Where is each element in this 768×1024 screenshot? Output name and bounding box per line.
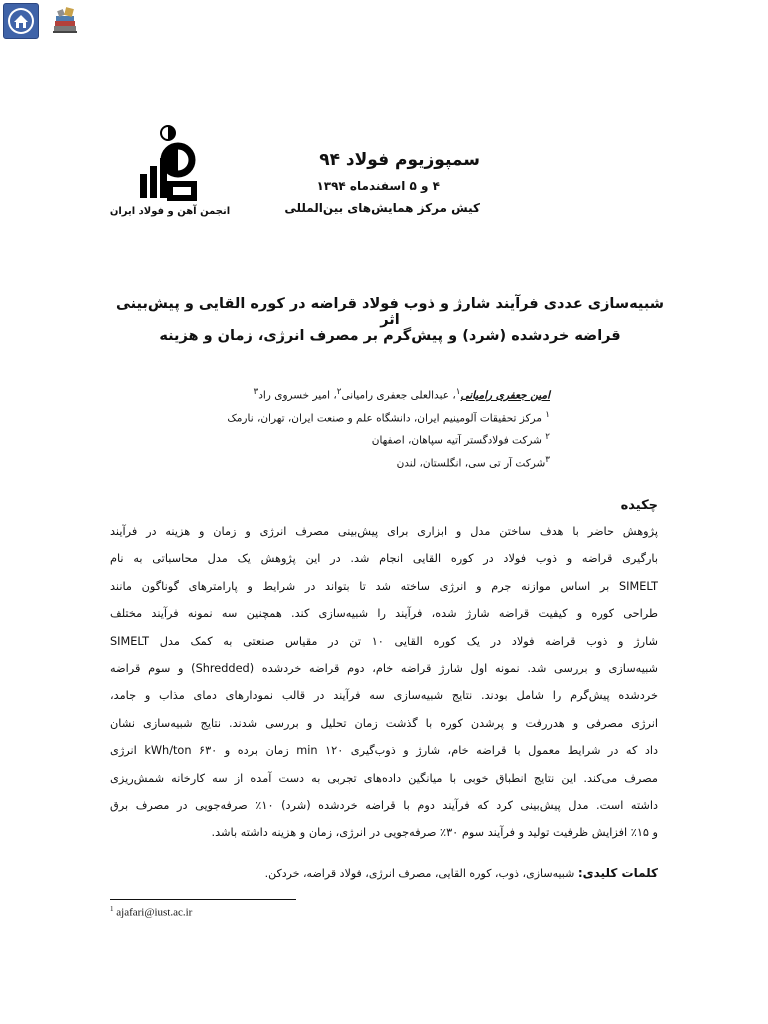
home-icon [4, 4, 38, 38]
symposium-venue: کیش مرکز همایش‌های بین‌المللی [284, 201, 480, 215]
symposium-header [270, 150, 480, 215]
affiliation-sup: ۳ [545, 454, 550, 465]
author-sup: ۳ [253, 387, 259, 397]
abstract-line: شبیه‌سازی و بررسی شد. نمونه اول شارژ قراضه خام، دوم قراضه خردشده (Shredded) و سوم قراضه [110, 662, 658, 676]
footnote-email[interactable]: ajafari@iust.ac.ir [116, 906, 193, 919]
abstract-line: پژوهش حاضر با هدف ساختن مدل و ابزاری برای پیش‌بینی مصرف انرژی و زمان و هزینه در فرآیند [110, 525, 658, 538]
abstract-line: داشته است. مدل پیش‌بینی کرد که فرآیند دوم با قراضه خردشده (شرد) ۱۰٪ صرفه‌جویی در مصرف برق [110, 799, 658, 813]
abstract-line: خردشده پیش‌گرم را شامل بودند. نتایج شبیه‌سازی سه فرآیند در قالب نمودارهای دمای مذاب و جامد، [110, 689, 658, 703]
books-button[interactable] [50, 4, 80, 36]
society-name: انجمن آهن و فولاد ایران [109, 206, 231, 217]
books-icon [50, 4, 80, 36]
footnote-marker: 1 [110, 905, 114, 913]
co-author: ، امیر خسروی راد [258, 389, 337, 402]
abstract-line: شارژ و ذوب قراضه فولاد در یک کوره القایی ۱۰ تن در مقیاس صنعتی به کمک مدل SIMELT [110, 634, 658, 648]
symposium-date: ۴ و ۵ اسفندماه ۱۳۹۴ [316, 179, 440, 193]
home-button[interactable] [3, 3, 39, 39]
lead-author: امین جعفری رامیانی [460, 389, 550, 402]
abstract-line: بارگیری قراضه و ذوب فولاد در کوره القایی انجام شد. در این پژوهش یک مدل محاسباتی به نام [110, 552, 658, 566]
author-sup: ۱ [455, 387, 461, 397]
affiliation-2 [230, 428, 550, 451]
affiliation-text: شرکت فولادگستر آتیه سپاهان، اصفهان [371, 434, 546, 447]
affiliation-text: شرکت آر تی سی، انگلستان، لندن [396, 457, 546, 469]
affiliation-text: مرکز تحقیقات آلومینیم ایران، دانشگاه علم و صنعت ایران، تهران، نارمک [227, 412, 546, 424]
abstract-body [110, 518, 658, 847]
affiliation-sup: ۱ [545, 409, 550, 420]
abstract-line: داد که در شرایط معمول با قراضه خام، شارژ و ذوب‌گیری ۱۲۰ min زمان برده و ۶۳۰ kWh/ton انرژی [110, 744, 658, 758]
keywords-text: شبیه‌سازی، ذوب، کوره القایی، مصرف انرژی، فولاد قراضه، خردکن. [264, 867, 578, 880]
abstract-heading: چکیده [620, 498, 658, 513]
abstract-line: طراحی کوره و کیفیت قراضه شارژ شده، فرآیند را شبیه‌سازی کند. همچنین سه نمونه فرآیند مختلف [110, 607, 658, 621]
affiliation-sup: ۲ [545, 432, 550, 442]
abstract-line: و ۱۵٪ افزایش ظرفیت تولید و فرآیند سوم ۳۰٪ صرفه‌جویی در انرژی، زمان و هزینه داشته باشد. [211, 826, 658, 840]
affiliation-1 [227, 406, 550, 429]
co-author: ، عبدالعلی جعفری رامیانی [341, 389, 456, 402]
author-sup: ۲ [336, 387, 342, 397]
footnote [110, 905, 192, 919]
affiliation-3 [230, 451, 550, 474]
keywords [265, 866, 658, 880]
society-logo-mark [120, 122, 220, 212]
abstract-line: انرژی مصرفی و هدررفت و پرشدن کوره با گذشت زمان تحلیل و بررسی شدند. نتایج شبیه‌سازی نشان [110, 716, 658, 730]
paper-title-line-1: شبیه‌سازی عددی فرآیند شارژ و ذوب فولاد قراضه در کوره القایی و پیش‌بینی اثر [115, 296, 665, 328]
footnote-divider [110, 899, 296, 900]
author-names [230, 383, 550, 406]
abstract-line: مصرف می‌کند. این نتایج انطباق خوبی با میانگین داده‌های تجربی به دست آمده از سه کارخانه شمش‌ریزی [110, 771, 658, 785]
keywords-label: کلمات کلیدی: [577, 866, 658, 880]
symposium-title: سمپوزیوم فولاد ۹۴ [319, 150, 480, 170]
paper-title-line-2: قراضه خردشده (شرد) و پیش‌گرم بر مصرف انرژی، زمان و هزینه [159, 328, 621, 344]
abstract-line: SIMELT بر اساس موازنه جرم و انرژی ساخته شد تا بتواند در شرایط و پارامترهای گوناگون مانند [110, 579, 658, 593]
authors-block [227, 383, 550, 473]
